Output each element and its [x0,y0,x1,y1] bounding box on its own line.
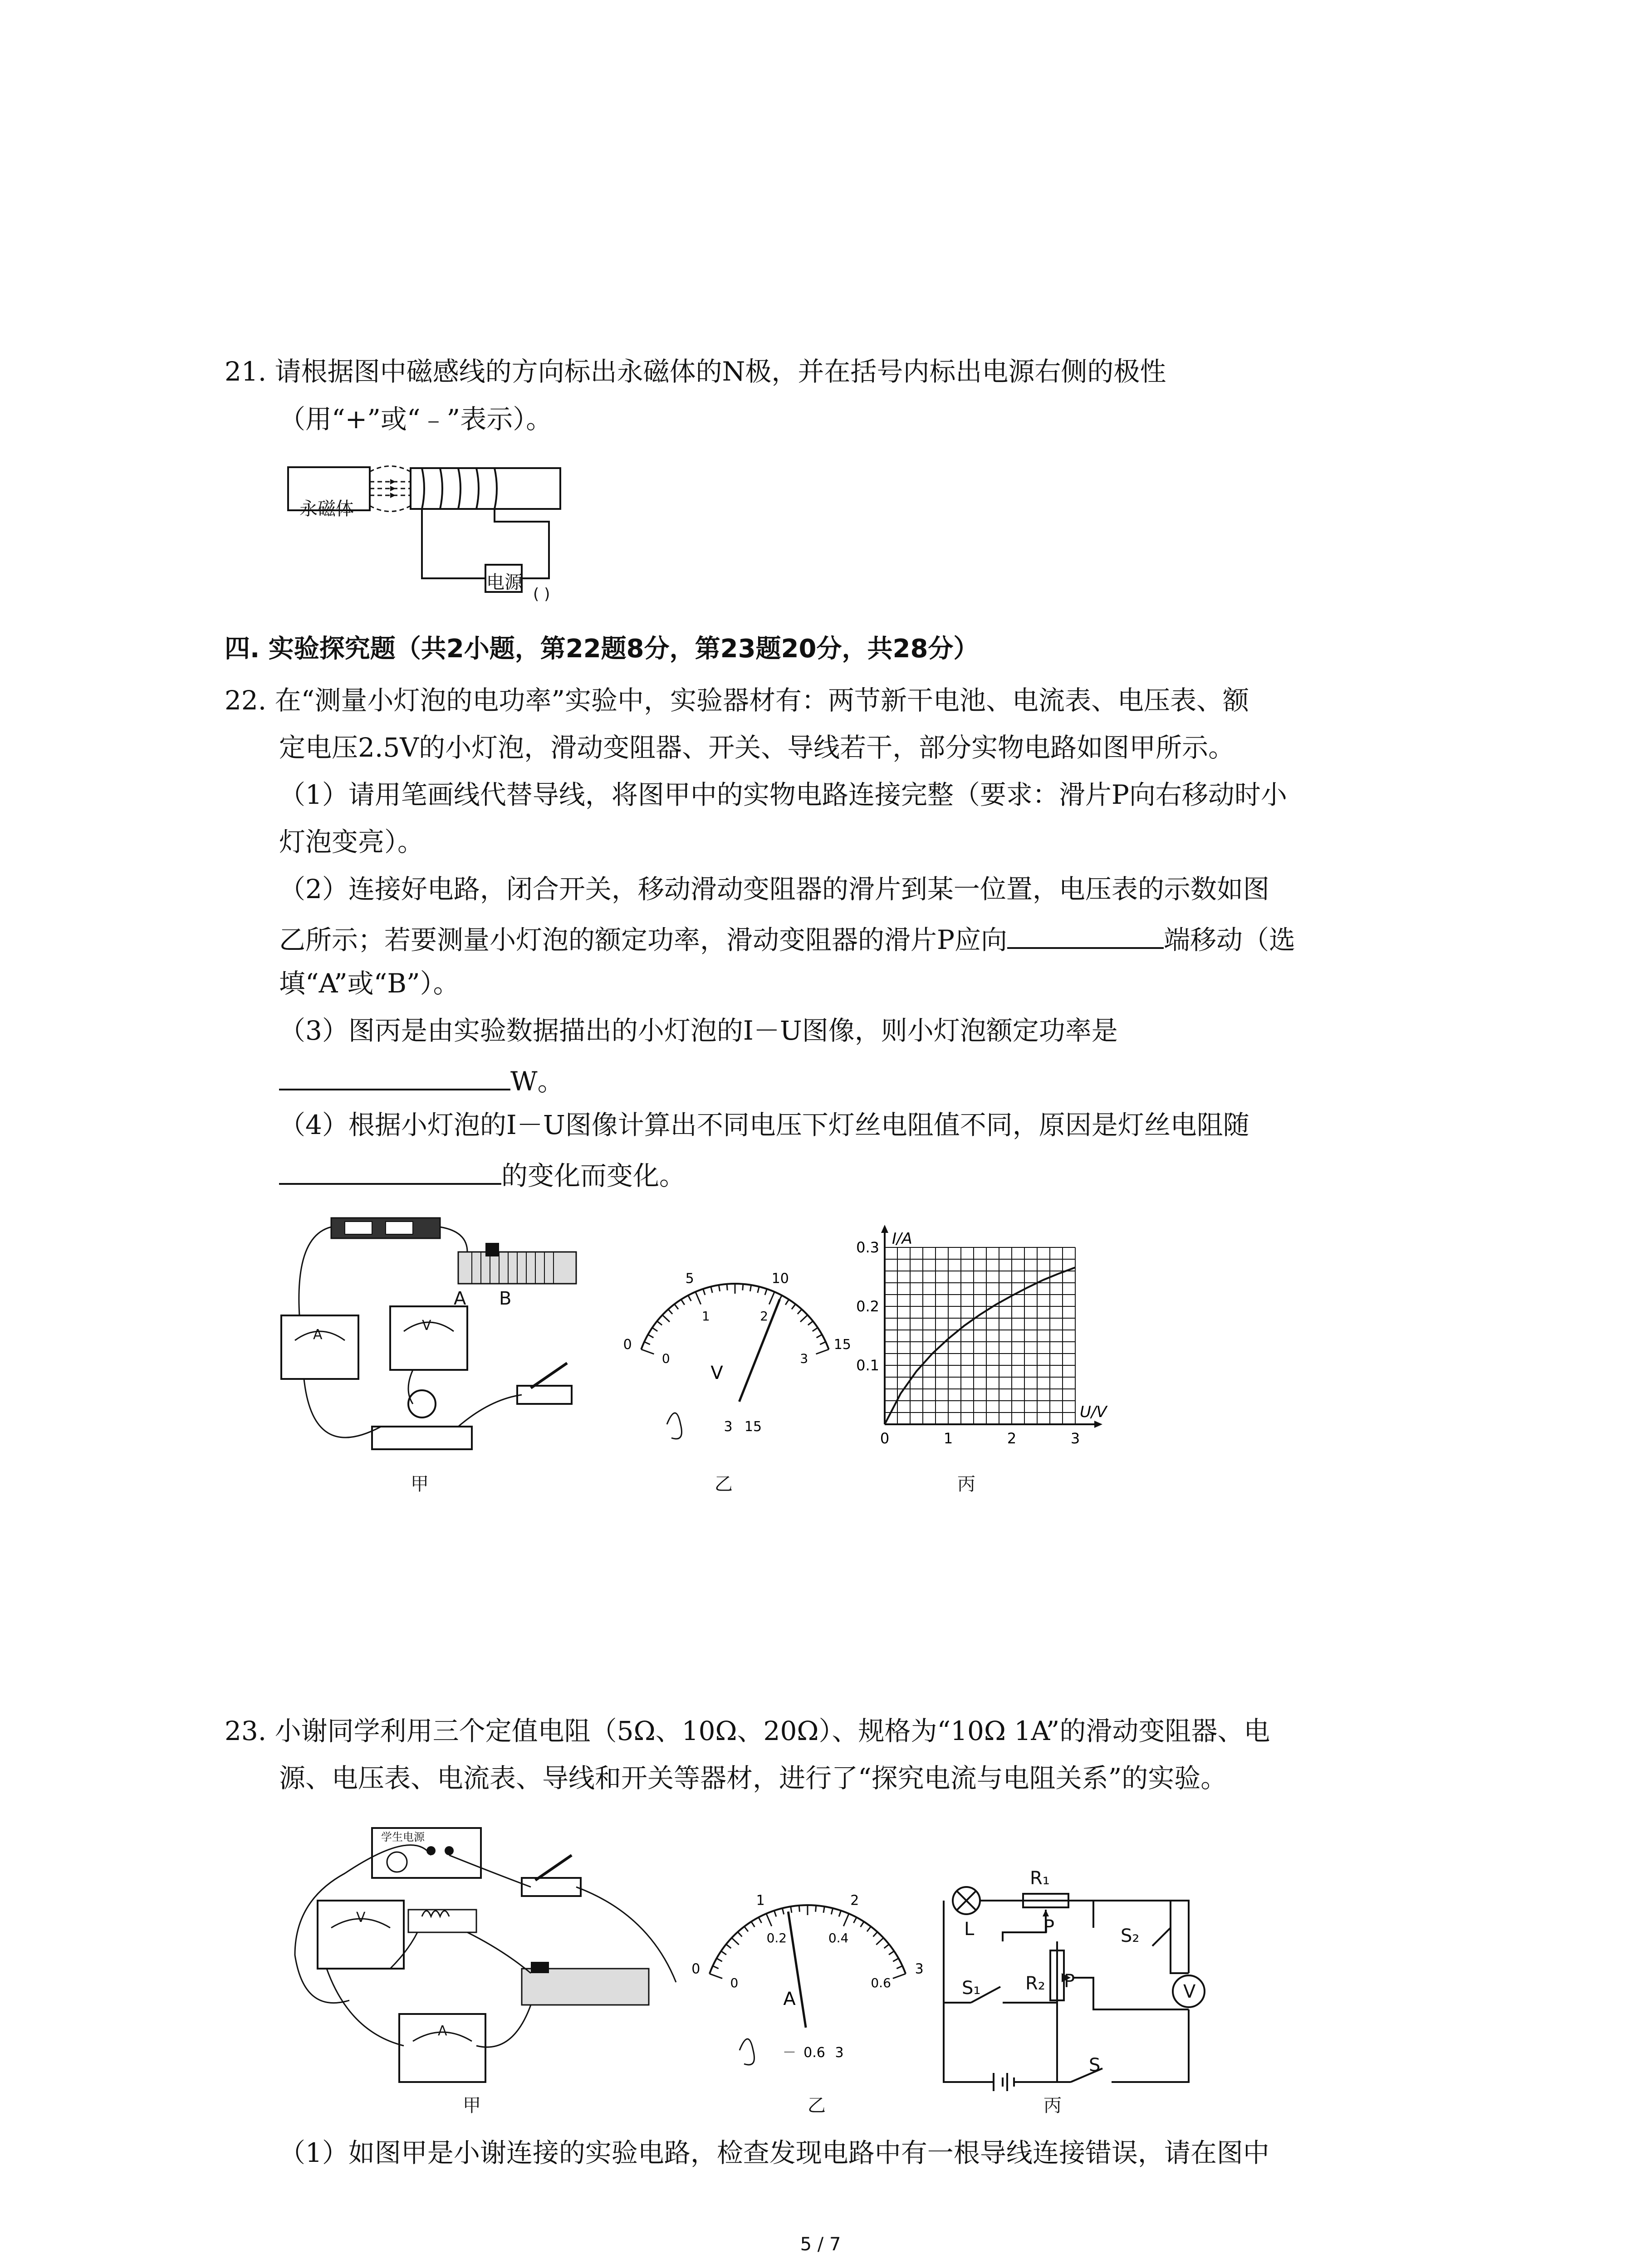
ammeter-dial-tick [893,1974,906,1978]
ammeter-dial-tick [791,1906,792,1913]
q21-magnet-label: 永磁体 [299,499,354,519]
q22-meter-v-symbol: V [422,1318,431,1334]
ammeter-dial-tick [843,1914,849,1926]
voltmeter-box [390,1306,467,1370]
ammeter-box [281,1315,358,1379]
q23-fig-jia [277,1819,685,2091]
q21-figure [286,458,567,608]
x-axis-label: U/V [1080,1403,1107,1421]
y-tick-label: 0.3 [856,1239,879,1256]
ammeter-dial-tick [751,1921,755,1927]
voltmeter-dial-tick [750,1285,751,1291]
q23-fig-yi-caption: 乙 [808,2095,826,2116]
q22-fig-jia [277,1209,603,1481]
q22-answer-blank-1[interactable] [1007,920,1164,949]
y-tick-label: 0.2 [856,1298,879,1315]
ammeter-dial-tick [873,1932,877,1936]
ammeter-dial-tick [713,1966,719,1969]
ammeter-dial-outer-label: 3 [915,1961,924,1977]
voltmeter-dial-tick [816,1349,829,1354]
voltmeter-dial-tick [719,1285,720,1291]
q22-meter-a-symbol: A [313,1327,323,1343]
voltmeter-dial-inner-label: 1 [701,1309,710,1324]
x-tick-label: 2 [1007,1430,1017,1447]
ammeter-dial-arc [710,1905,906,1974]
ammeter-dial-tick [726,1944,731,1948]
x-tick-label: 0 [880,1430,890,1447]
voltmeter-dial-tick [668,1310,672,1314]
y-axis-label: I/A [892,1230,912,1248]
ammeter-dial-needle [788,1911,806,2028]
circuit-label-r2: R₂ [1025,1973,1045,1994]
voltmeter-dial-tick [813,1328,818,1331]
q22-fig-yi-voltmeter [617,1266,853,1435]
q22-fig-yi-caption: 乙 [715,1474,733,1495]
q23-line1: 23. 小谢同学利用三个定值电阻（5Ω、10Ω、20Ω）、规格为“10Ω 1A”的滑动变阻器、电 [225,1716,1270,1746]
voltmeter-dial-tick [641,1349,654,1354]
q23-part1-line1: （1）如图甲是小谢连接的实验电路，检查发现电路中有一根导线连接错误，请在图中 [279,2137,1269,2168]
q22-part2-line3: 填“A”或“B”）。 [279,968,460,999]
voltmeter-dial-lead-wire [667,1413,682,1439]
q22-part3-unit: W。 [510,1066,564,1097]
circuit-label-r1: R₁ [1030,1868,1050,1889]
voltmeter-dial-outer-label: 10 [771,1271,789,1287]
ammeter-dial-lead-wire [740,2039,754,2065]
ammeter-dial-tick [710,1974,722,1978]
ammeter-dial-tick [896,1966,902,1969]
ammeter-dial-tick [759,1917,762,1923]
q22-part2-line1: （2）连接好电路，闭合开关，移动滑动变阻器的滑片到某一位置，电压表的示数如图 [279,874,1269,904]
voltmeter-dial-tick [769,1292,774,1305]
q22-line1: 22. 在“测量小灯泡的电功率”实验中，实验器材有：两节新干电池、电流表、电压表、额 [225,685,1249,716]
voltmeter-dial-outer-label: 5 [685,1271,694,1287]
ammeter-dial-terminal: 3 [835,2045,844,2061]
ammeter-dial-tick [716,1958,722,1961]
q21-line2: （用“+”或“﹣”表示）。 [279,404,553,435]
circuit-label-s2: S₂ [1121,1926,1140,1946]
q23-fig-bing-caption: 丙 [1043,2095,1062,2116]
ammeter-dial-inner-label: 0.4 [828,1931,849,1946]
ammeter-dial-tick [782,1908,784,1915]
q22-part2-line2 [279,920,1295,956]
voltmeter-dial-inner-label: 2 [760,1309,769,1324]
voltmeter-dial-terminal: 3 [724,1419,733,1435]
ammeter-dial-terminal: － [783,2045,796,2061]
voltmeter-dial-needle [739,1300,779,1402]
voltmeter-dial-tick [758,1287,759,1293]
q22-part1-line1: （1）请用笔画线代替导线，将图甲中的实物电路连接完整（要求：滑片P向右移动时小 [279,779,1287,810]
ammeter-dial-tick [774,1911,776,1916]
voltmeter-dial-tick [765,1289,767,1295]
voltmeter-dial-terminal: 15 [744,1419,762,1435]
section-heading: 四. 实验探究题（共2小题，第22题8分，第23题20分，共28分） [225,634,979,664]
q23-power-label: 学生电源 [381,1831,425,1843]
q21-paren: ( ) [533,585,550,603]
ammeter-dial-outer-label: 0 [691,1961,700,1977]
voltmeter-dial-tick [785,1300,789,1305]
q22-answer-blank-3[interactable] [279,1156,501,1185]
q22-fig-bing-caption: 丙 [957,1474,975,1495]
circuit-label-lamp: L [964,1919,975,1940]
q22-part4-line2 [279,1156,686,1192]
q22-rheostat-a: A [454,1288,466,1309]
q21-line1: 21. 请根据图中磁感线的方向标出永磁体的N极，并在括号内标出电源右侧的极性 [225,356,1166,387]
voltmeter-dial-symbol: V [710,1363,723,1383]
voltmeter-dial-inner-label: 0 [661,1351,670,1366]
q23-fig-yi-ammeter [690,1878,926,2073]
x-tick-label: 1 [943,1430,953,1447]
y-tick-label: 0.1 [856,1357,879,1374]
q22-rheostat-b: B [499,1288,512,1309]
q23-meter-a-symbol: A [438,2023,447,2039]
voltmeter-dial-inner-label: 3 [800,1351,808,1366]
voltmeter-dial-tick [648,1334,653,1338]
ammeter-dial-inner-label: 0.6 [871,1975,891,1991]
ammeter-dial-tick [853,1917,857,1923]
ammeter-dial-tick [884,1944,889,1948]
q23-line2: 源、电压表、电流表、导线和开关等器材，进行了“探究电流与电阻关系”的实验。 [279,1763,1227,1794]
circuit-label-s: S [1089,2055,1101,2076]
voltmeter-dial-tick [696,1292,701,1305]
voltmeter-dial-tick [644,1342,650,1344]
circuit-label-s1: S₁ [962,1978,981,1999]
rheostat [522,1969,649,2005]
x-tick-label: 3 [1070,1430,1080,1447]
x-axis-arrow [1094,1421,1102,1428]
voltmeter-dial-tick [675,1304,678,1309]
ammeter-dial-outer-label: 2 [850,1892,859,1909]
voltmeter-dial-outer-label: 15 [833,1336,851,1353]
solenoid [411,468,560,509]
circuit-label-v: V [1183,1981,1196,2002]
voltmeter-dial-tick [652,1328,658,1331]
switch-base [517,1386,572,1404]
ammeter-dial-tick [876,1938,883,1945]
q22-part4-text: 的变化而变化。 [501,1160,686,1191]
voltmeter-dial-tick [688,1295,691,1301]
circuit-label-p1: P [1043,1916,1055,1937]
voltmeter-dial-tick [662,1315,670,1322]
voltmeter-dial-tick [792,1304,795,1309]
q22-part3-line2 [279,1061,564,1098]
ammeter-dial-tick [766,1914,772,1926]
ammeter-dial-tick [867,1926,871,1931]
page-number: 5 / 7 [800,2234,841,2255]
voltmeter-dial-tick [800,1315,808,1322]
q22-answer-blank-2[interactable] [279,1061,510,1090]
q22-fig-bing-chart [853,1225,1134,1461]
ammeter-dial-inner-label: 0.2 [766,1931,787,1946]
ammeter-dial-symbol: A [783,1989,796,2009]
ammeter-dial-tick [839,1911,841,1916]
ammeter-dial-tick [721,1951,726,1955]
voltmeter-dial-outer-label: 0 [623,1336,632,1353]
q22-part4-line1: （4）根据小灯泡的I－U图像计算出不同电压下灯丝电阻值不同，原因是灯丝电阻随 [279,1110,1249,1140]
q22-line2: 定电压2.5V的小灯泡，滑动变阻器、开关、导线若干，部分实物电路如图甲所示。 [279,732,1235,763]
ammeter-dial-tick [861,1921,864,1927]
ammeter-dial-tick [831,1908,833,1915]
voltmeter-dial-tick [703,1289,705,1295]
q23-meter-v-symbol: V [356,1910,366,1926]
voltmeter-dial-tick [681,1300,685,1305]
ammeter-dial-tick [738,1932,742,1936]
ammeter-dial-terminal: 0.6 [803,2045,825,2061]
ammeter-dial-outer-label: 1 [756,1892,765,1909]
voltmeter-dial-tick [820,1342,826,1344]
q22-fig-jia-caption: 甲 [411,1474,429,1495]
ammeter-dial-tick [893,1958,898,1961]
voltmeter-dial-tick [798,1310,802,1314]
q22-part1-line2: 灯泡变亮）。 [279,826,424,857]
voltmeter-dial-tick [808,1321,813,1325]
voltmeter-dial-tick [711,1287,712,1293]
y-axis-arrow [881,1225,888,1233]
voltmeter-dial-tick [657,1321,662,1325]
lamp-board [372,1427,472,1449]
ammeter-dial-inner-label: 0 [730,1975,739,1991]
q22-part2-text-b: 端移动（选 [1164,924,1296,955]
ammeter-dial-tick [823,1906,824,1913]
q23-fig-jia-caption: 甲 [463,2095,481,2116]
voltmeter-dial-tick [817,1334,822,1338]
ammeter-dial-tick [732,1938,739,1945]
q22-part3-line1: （3）图丙是由实验数据描出的小灯泡的I－U图像，则小灯泡额定功率是 [279,1015,1118,1046]
circuit-label-p2: P [1064,1971,1075,1992]
ammeter-dial-tick [889,1951,894,1955]
q21-source-label: 电源 [486,572,523,593]
q22-part2-text-a: 乙所示；若要测量小灯泡的额定功率，滑动变阻器的滑片P应向 [279,924,1008,955]
ammeter-dial-tick [745,1926,748,1931]
